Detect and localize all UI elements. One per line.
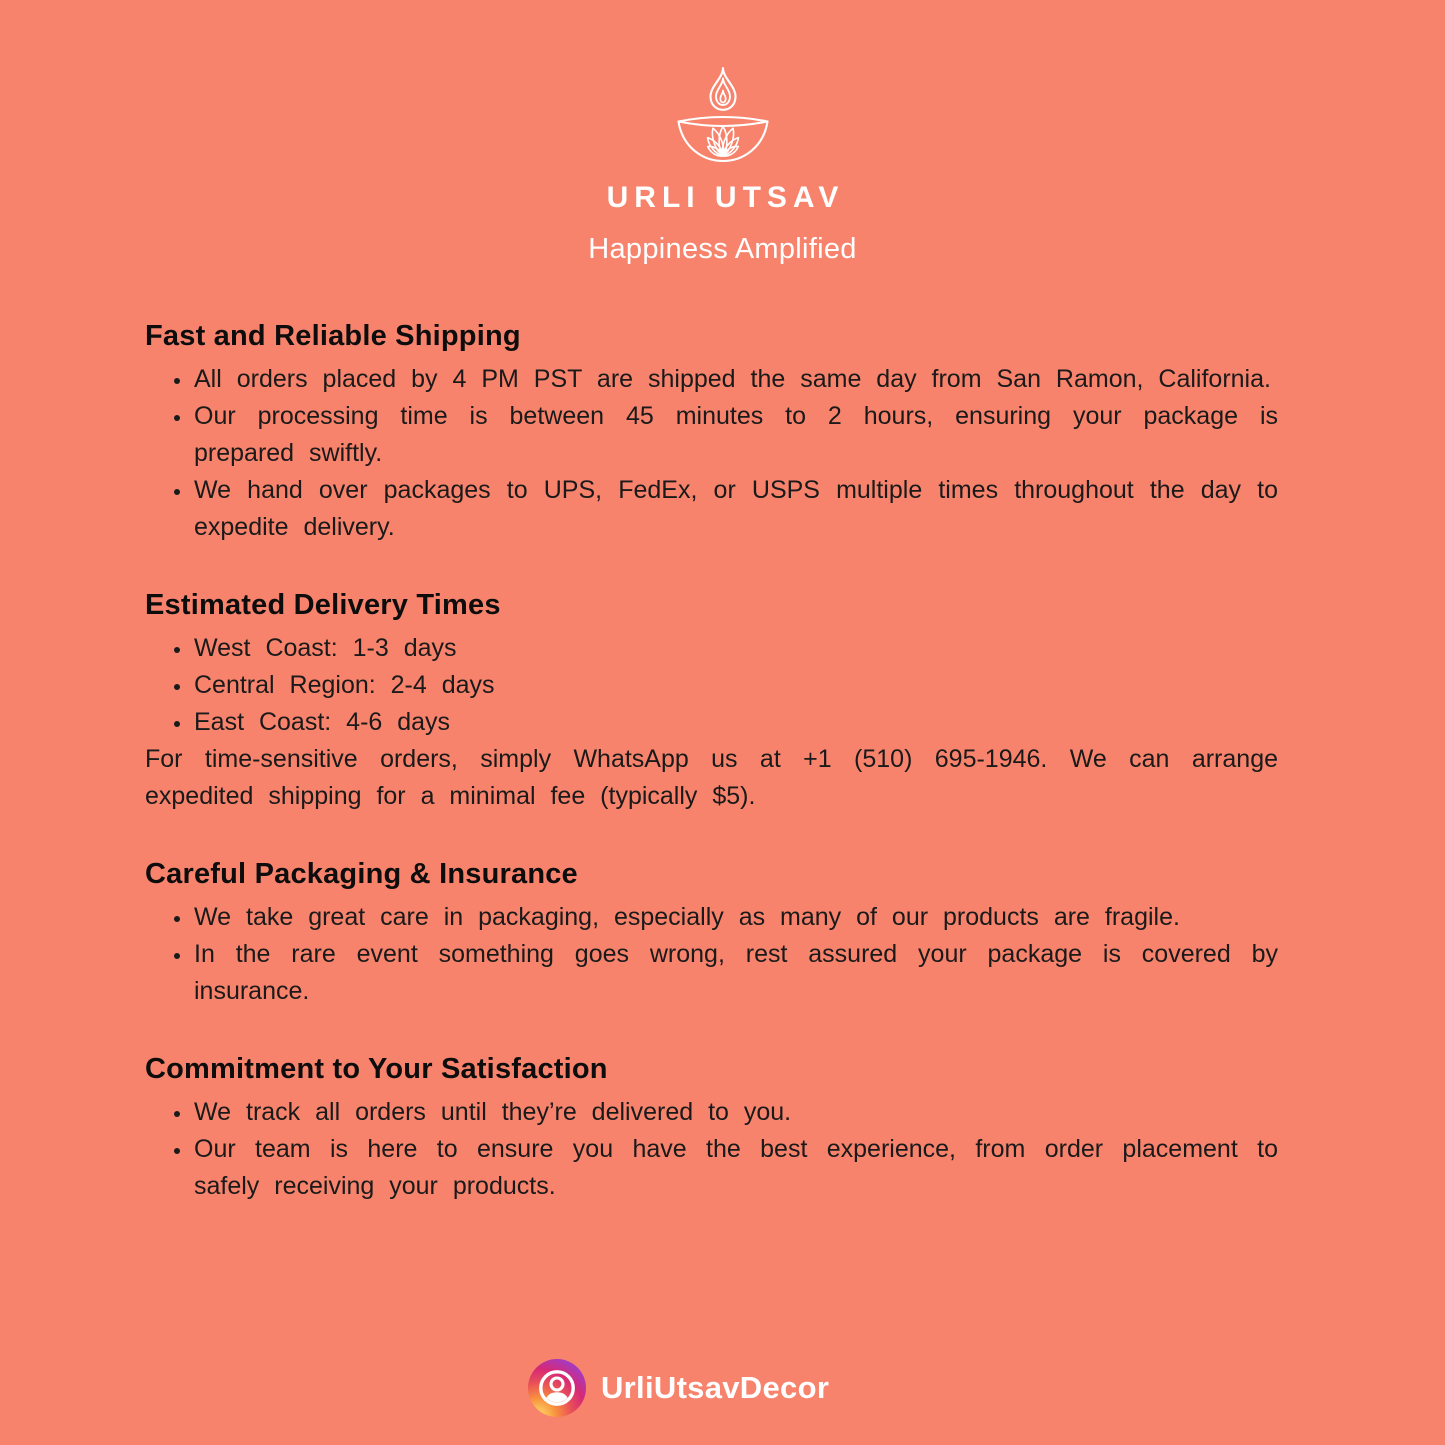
section-careful-packaging-insurance <box>145 857 1278 1010</box>
section-heading: Fast and Reliable Shipping <box>145 320 521 352</box>
bullet-item: • We hand over packages to UPS, FedEx, or USPS multiple times throughout the day to expedite delivery. <box>193 472 1278 546</box>
bullet-list <box>145 630 1278 741</box>
brand-tagline: Happiness Amplified <box>588 233 857 265</box>
section-heading: Estimated Delivery Times <box>145 589 501 621</box>
bullet-item: • We track all orders until they’re delivered to you. <box>193 1094 1278 1131</box>
bullet-item: • In the rare event something goes wrong, rest assured your package is covered by insurance. <box>193 936 1278 1010</box>
bullet-list <box>145 361 1278 546</box>
expedited-shipping-note: For time-sensitive orders, simply WhatsApp us at +1 (510) 695-1946. We can arrange expedited shipping for a minimal fee (typically $5). <box>145 745 1278 810</box>
social-footer <box>528 1359 829 1417</box>
policy-content <box>145 319 1278 1205</box>
section-heading: Careful Packaging & Insurance <box>145 858 578 890</box>
bullet-item: • All orders placed by 4 PM PST are shipped the same day from San Ramon, California. <box>193 361 1278 398</box>
diya-lamp-lotus-icon <box>673 64 773 170</box>
section-commitment-satisfaction <box>145 1052 1278 1205</box>
brand-header <box>0 0 1445 266</box>
bullet-item: • We take great care in packaging, especially as many of our products are fragile. <box>193 899 1278 936</box>
section-fast-reliable-shipping <box>145 319 1278 546</box>
bullet-list <box>145 1094 1278 1205</box>
bullet-list <box>145 899 1278 1010</box>
instagram-profile-icon <box>528 1359 586 1417</box>
bullet-item: • West Coast: 1-3 days <box>193 630 1278 667</box>
bullet-item: • Central Region: 2-4 days <box>193 667 1278 704</box>
bullet-item: • East Coast: 4-6 days <box>193 704 1278 741</box>
social-handle: UrliUtsavDecor <box>601 1370 830 1405</box>
section-estimated-delivery-times <box>145 588 1278 815</box>
bullet-item: • Our team is here to ensure you have the best experience, from order placement to safely receiving your products. <box>193 1131 1278 1205</box>
section-heading: Commitment to Your Satisfaction <box>145 1053 608 1085</box>
bullet-item: • Our processing time is between 45 minutes to 2 hours, ensuring your package is prepared swiftly. <box>193 398 1278 472</box>
brand-name: URLI UTSAV <box>606 181 845 214</box>
